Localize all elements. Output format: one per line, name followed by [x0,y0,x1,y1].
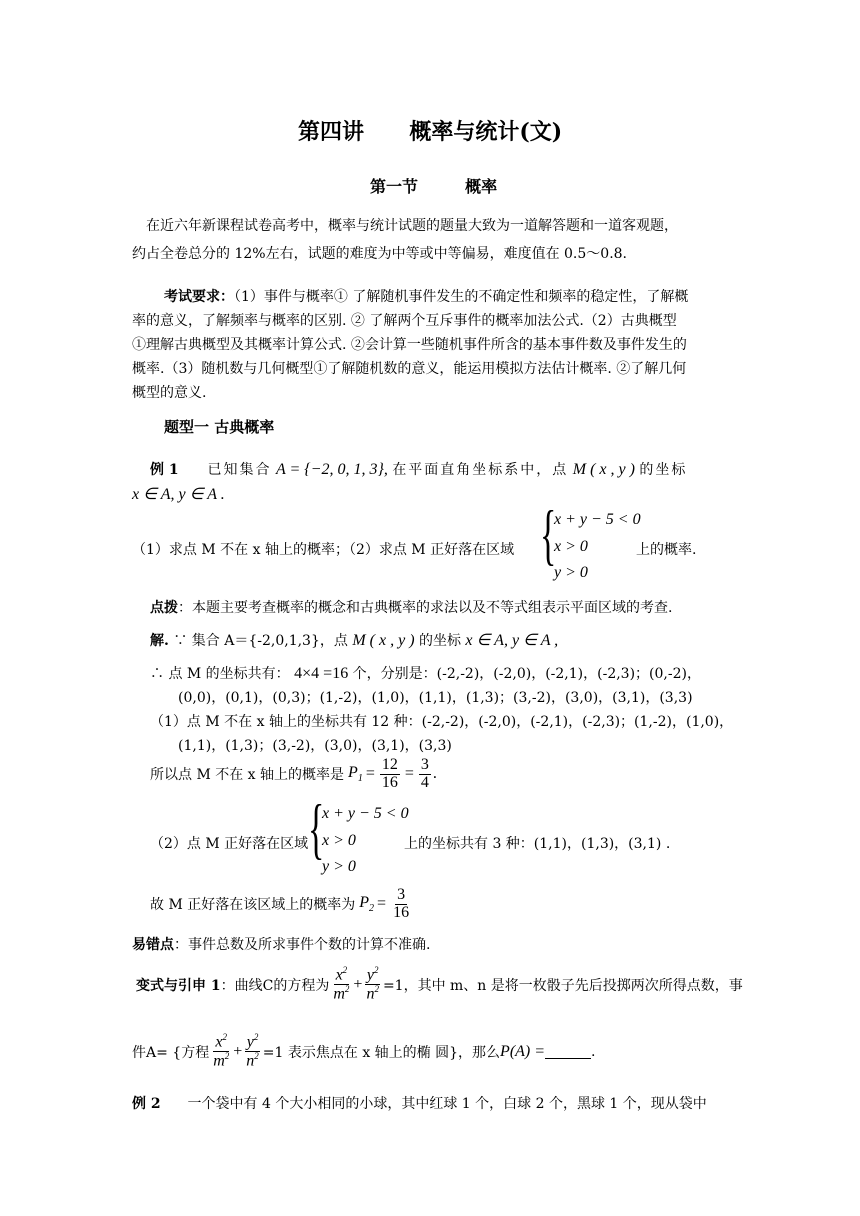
fraction-3-4: $\frac{3}{4}$ [420,756,429,791]
title-lecture: 第四讲 [298,119,365,145]
solution-line-8: 故 M 正好落在该区域上的概率为 $P_2$ = $\frac{3}{16}$ [150,886,410,921]
solution-label: 解. [150,633,169,649]
example1-line-2: x ∈ A, y ∈ A . [132,486,225,503]
example1-label: 例 1 [150,462,179,478]
solution-line-7: （2）点 M 正好落在区域 [150,836,309,852]
example2-label: 例 2 [132,1096,161,1112]
requirements-line-3: ①理解古典概型及其概率计算公式. ②会计算一些随机事件所含的基本事件数及事件发生的 [132,337,687,353]
requirements-line-1: 考试要求：（1）事件与概率① 了解随机事件发生的不确定性和频率的稳定性，了解概 [164,289,689,305]
fraction-3-16: $\frac{3}{16}$ [393,886,410,921]
variation1-line-2: 件A= {方程 $\frac{x^2}{m^2}$ + $\frac{y^2}{n^2}$ =1 表示焦点在 x 轴上的椭 圆}，那么 P(A) = . [132,1032,596,1070]
solution-line-3: (0,0)，(0,1)，(0,3)；(1,-2)，(1,0)，(1,1)，(1,3)；(3,-2)，(3,0)，(3,1)，(3,3) [178,690,693,706]
page-title [298,115,562,146]
section-heading [370,174,497,197]
example1-question-end: 上的概率. [636,542,697,558]
left-brace-icon: { [308,790,325,866]
intro-line-1: 在近六年新课程试卷高考中，概率与统计试题的题量大致为一道解答题和一道客观题， [146,218,678,234]
point-m: M ( x , y ) [572,461,635,478]
solution-line-6: 所以点 M 不在 x 轴上的概率是 $P_1$ = $\frac{12}{16}$ = $\frac{3}{4}$ . [150,756,437,791]
example2-line: 例 2 一个袋中有 4 个大小相同的小球，其中红球 1 个，白球 2 个，黑球 1 个，现从袋中 [132,1096,707,1112]
requirements-line-2: 率的意义，了解频率与概率的区别. ② 了解两个互斥事件的概率加法公式.（2）古典概型 [132,313,677,329]
hint-label: 点拨 [150,600,178,616]
solution-line-7-end: 上的坐标共有 3 种：(1,1)，(1,3)，(3,1) . [404,836,671,852]
set-a: A = {−2, 0, 1, 3}, [275,461,388,478]
variation1-label: 变式与引申 1 [136,977,221,994]
requirements-line-5: 概型的意义. [132,385,207,401]
left-brace-icon: { [540,496,557,572]
example1-line-1: 例 1 已知集合 A = {−2, 0, 1, 3}, 在平面直角坐标系中，点 M ( x , y ) 的坐标 [150,461,688,478]
section-name: 概率 [465,177,498,196]
intro-line-2: 约占全卷总分的 12%左右，试题的难度为中等或中等偏易，难度值在 0.5～0.8. [132,246,627,262]
error-point-line: 易错点：事件总数及所求事件个数的计算不准确. [132,937,431,953]
heading-classical-probability: 题型一 古典概率 [164,418,275,436]
answer-blank[interactable] [545,1044,591,1059]
error-point-label: 易错点 [132,937,174,953]
example1-inequality-system: { x + y − 5 < 0 x > 0 y > 0 [540,496,641,581]
solution-line-2: ∴ 点 M 的坐标共有： 4×4 =16 个，分别是：(-2,-2)，(-2,0)，(-2,1)，(-2,3)；(0,-2)， [150,665,701,682]
solution-line-1: 解. ∵ 集合 A＝{-2,0,1,3}，点 M ( x , y ) 的坐标 x ∈ A, y ∈ A , [150,632,559,649]
example1-question: （1）求点 M 不在 x 轴上的概率；（2）求点 M 正好落在区域 [132,542,515,558]
title-topic: 概率与统计(文) [409,119,563,145]
solution-line-5: (1,1)，(1,3)；(3,-2)，(3,0)，(3,1)，(3,3) [178,738,452,754]
fraction-12-16: $\frac{12}{16}$ [381,756,398,791]
hint-line: 点拨：本题主要考查概率的概念和古典概率的求法以及不等式组表示平面区域的考查. [150,600,673,616]
variation1-line-1: 变式与引申 1 ：曲线C的方程为 $\frac{x^2}{m^2}$ + $\frac{y^2}{n^2}$ =1，其中 m、n 是将一枚骰子先后投掷两次所得点数，事 [136,965,743,1003]
section-label: 第一节 [370,177,419,196]
solution-inequality-system: { x + y − 5 < 0 x > 0 y > 0 [308,790,409,875]
requirements-line-4: 概率.（3）随机数与几何概型①了解随机数的意义，能运用模拟方法估计概率. ②了解几何 [132,361,687,377]
solution-line-4: （1）点 M 不在 x 轴上的坐标共有 12 种：(-2,-2)，(-2,0)，(-2,1)，(-2,3)；(1,-2)，(1,0)， [150,714,734,730]
requirements-label: 考试要求： [164,289,234,305]
